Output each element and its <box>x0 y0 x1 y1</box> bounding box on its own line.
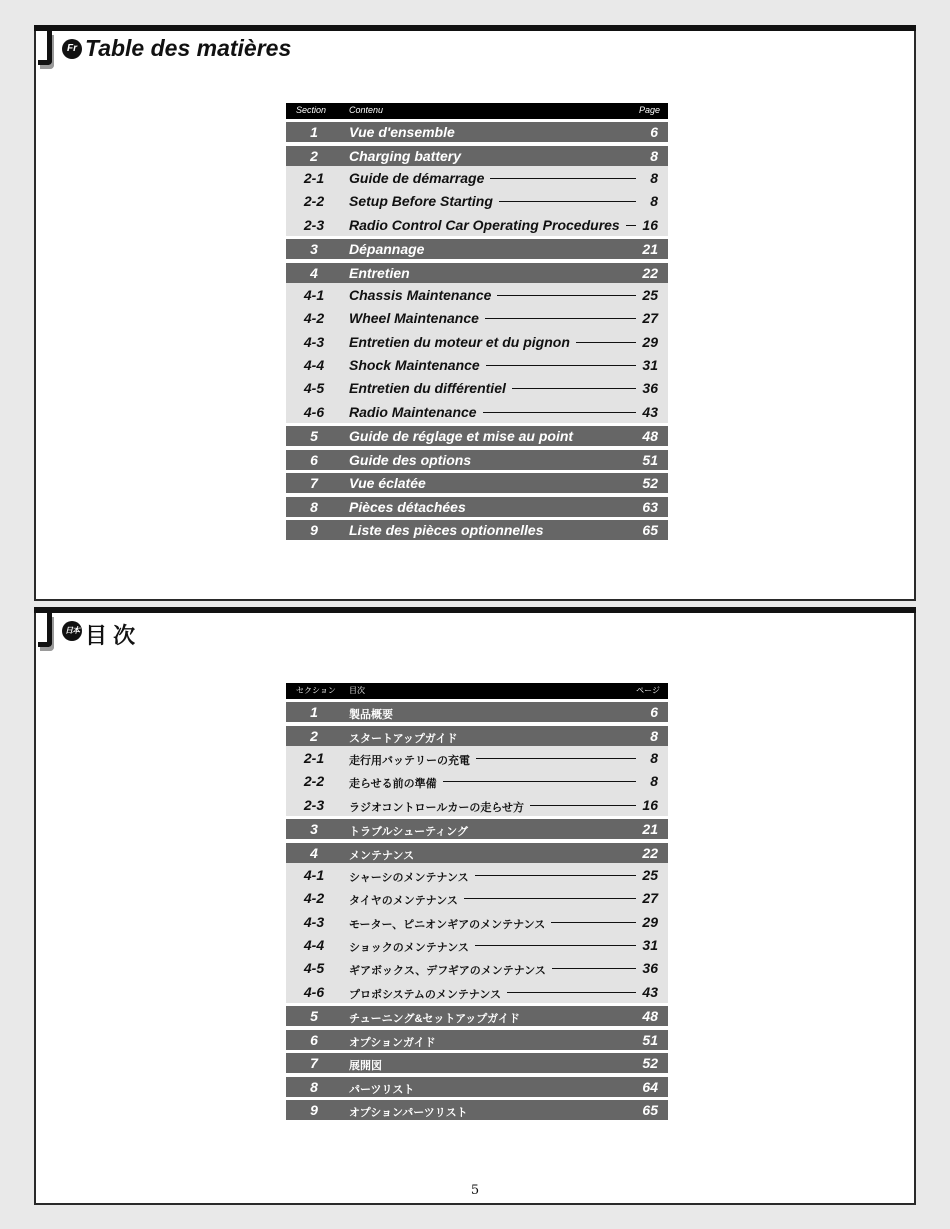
toc-page-number: 65 <box>642 522 658 539</box>
toc-row[interactable] <box>286 819 668 839</box>
toc-leader-line <box>551 922 636 923</box>
toc-row[interactable] <box>286 122 668 142</box>
toc-leader-line <box>626 225 636 226</box>
toc-page-number: 36 <box>642 380 658 397</box>
toc-section-number: 7 <box>310 475 318 492</box>
toc-entry-title: Dépannage <box>349 241 425 258</box>
toc-section-number: 4-6 <box>303 403 325 420</box>
page-title-jp: 目 次 <box>85 623 136 648</box>
toc-entry-title: Radio Control Car Operating Procedures <box>349 216 620 233</box>
toc-entry-title: Guide des options <box>349 451 472 468</box>
toc-section-number: 6 <box>310 451 318 468</box>
toc-entry-title: Setup Before Starting <box>349 193 493 210</box>
toc-entry-title: Guide de réglage et mise au point <box>349 428 574 445</box>
toc-entry-title: Entretien du moteur et du pignon <box>349 333 570 350</box>
toc-row[interactable] <box>286 306 668 329</box>
toc-section-number: 4-4 <box>303 936 325 953</box>
toc-page-number: 31 <box>642 936 658 953</box>
header-section: Section <box>296 105 327 115</box>
header-content: 目次 <box>349 686 365 695</box>
toc-page-number: 31 <box>642 356 658 373</box>
toc-header-row <box>286 683 668 699</box>
toc-section-number: 3 <box>310 241 318 258</box>
toc-page-number: 27 <box>642 890 658 907</box>
toc-entry-title: モーター、ピニオンギアのメンテナンス <box>349 918 546 931</box>
panel-top-bar <box>34 607 916 613</box>
panel-top-bar <box>34 25 916 31</box>
toc-section-number: 2-2 <box>303 193 325 210</box>
toc-leader-line <box>530 805 636 806</box>
toc-section-number: 4-2 <box>303 890 325 907</box>
toc-section-number: 5 <box>310 1008 318 1025</box>
toc-table-fr <box>286 103 668 540</box>
toc-entry-title: チューニング&セットアップガイド <box>349 1013 520 1026</box>
toc-entry-title: ラジオコントロールカーの走らせ方 <box>349 801 525 814</box>
toc-leader-line <box>576 342 636 343</box>
toc-entry-title: Vue éclatée <box>349 475 426 492</box>
toc-page-number: 43 <box>642 983 658 1000</box>
toc-entry-title: 製品概要 <box>349 709 393 722</box>
toc-page-number: 8 <box>650 169 658 186</box>
toc-section-number: 2-2 <box>303 773 325 790</box>
toc-row[interactable] <box>286 956 668 979</box>
toc-entry-title: Guide de démarrage <box>349 169 485 186</box>
language-badge-fr-icon: Fr <box>62 39 82 59</box>
toc-entry-title: Entretien du différentiel <box>349 380 506 397</box>
toc-entry-title: トラブルシューティング <box>349 826 468 839</box>
toc-page-number: 63 <box>642 498 658 515</box>
toc-entry-title: Entretien <box>349 264 410 281</box>
toc-row[interactable] <box>286 146 668 166</box>
toc-page-number: 48 <box>642 428 658 445</box>
toc-section-number: 4 <box>310 844 318 861</box>
toc-page-number: 64 <box>642 1078 658 1095</box>
toc-page-number: 8 <box>650 727 658 744</box>
toc-row[interactable] <box>286 189 668 212</box>
toc-entry-title: パーツリスト <box>349 1083 415 1096</box>
toc-page-number: 27 <box>642 310 658 327</box>
toc-leader-line <box>483 412 636 413</box>
toc-entry-title: Vue d'ensemble <box>349 124 455 141</box>
toc-row[interactable] <box>286 702 668 722</box>
toc-section-number: 4-6 <box>303 983 325 1000</box>
toc-entry-title: メンテナンス <box>349 849 415 862</box>
toc-section-number: 8 <box>310 1078 318 1095</box>
header-page: Page <box>638 105 660 115</box>
toc-leader-line <box>475 875 636 876</box>
toc-entry-title: Chassis Maintenance <box>349 286 492 303</box>
toc-entry-title: Wheel Maintenance <box>349 310 479 327</box>
toc-row[interactable] <box>286 726 668 746</box>
toc-section-number: 9 <box>310 1102 318 1119</box>
toc-page-number: 16 <box>642 216 658 233</box>
toc-row[interactable] <box>286 746 668 769</box>
header-content: Contenu <box>349 105 384 115</box>
toc-leader-line <box>476 758 636 759</box>
toc-entry-title: タイヤのメンテナンス <box>349 895 458 908</box>
toc-row[interactable] <box>286 843 668 863</box>
toc-leader-line <box>507 992 636 993</box>
toc-section-number: 3 <box>310 821 318 838</box>
toc-section-number: 2-1 <box>303 749 325 766</box>
toc-entry-title: Pièces détachées <box>349 498 466 515</box>
toc-entry-title: 走らせる前の準備 <box>349 778 437 791</box>
toc-page-number: 8 <box>650 749 658 766</box>
toc-row[interactable] <box>286 1053 668 1073</box>
toc-section-number: 2-1 <box>303 169 325 186</box>
toc-section-number: 7 <box>310 1055 318 1072</box>
toc-entry-title: ショックのメンテナンス <box>349 941 469 954</box>
toc-section-number: 4-3 <box>303 333 325 350</box>
toc-section-number: 4-1 <box>303 286 325 303</box>
toc-entry-title: 展開図 <box>349 1060 382 1073</box>
toc-row[interactable] <box>286 426 668 446</box>
toc-row[interactable] <box>286 769 668 792</box>
toc-row[interactable] <box>286 886 668 909</box>
toc-section-number: 9 <box>310 522 318 539</box>
toc-entry-title: オプションガイド <box>349 1036 436 1049</box>
toc-row[interactable] <box>286 980 668 1003</box>
toc-panel-french <box>34 25 916 601</box>
toc-row[interactable] <box>286 520 668 540</box>
toc-section-number: 4 <box>310 264 318 281</box>
toc-section-number: 4-1 <box>303 866 325 883</box>
toc-leader-line <box>512 388 636 389</box>
toc-row[interactable] <box>286 933 668 956</box>
toc-row[interactable] <box>286 473 668 493</box>
toc-entry-title: スタートアップガイド <box>349 732 458 745</box>
toc-row[interactable] <box>286 1030 668 1050</box>
toc-page-number: 8 <box>650 773 658 790</box>
toc-leader-line <box>499 201 636 202</box>
toc-page-number: 6 <box>650 124 658 141</box>
toc-page-number: 29 <box>642 913 658 930</box>
toc-entry-title: プロポシステムのメンテナンス <box>349 988 502 1001</box>
toc-row[interactable] <box>286 239 668 259</box>
toc-section-number: 8 <box>310 498 318 515</box>
toc-row[interactable] <box>286 213 668 236</box>
toc-page-number: 52 <box>642 1055 658 1072</box>
header-section: セクション <box>296 686 336 695</box>
toc-page-number: 6 <box>650 704 658 721</box>
toc-section-number: 2 <box>310 727 318 744</box>
toc-rows-fr <box>286 122 668 540</box>
toc-section-number: 4-4 <box>303 356 325 373</box>
toc-row[interactable] <box>286 910 668 933</box>
toc-section-number: 1 <box>310 124 318 141</box>
toc-leader-line <box>486 365 636 366</box>
language-badge-jp-icon: 日本語 <box>62 621 82 641</box>
toc-page-number: 22 <box>642 264 658 281</box>
toc-section-number: 4-5 <box>303 380 325 397</box>
toc-row[interactable] <box>286 1077 668 1097</box>
toc-row[interactable] <box>286 1100 668 1120</box>
toc-row[interactable] <box>286 400 668 423</box>
toc-section-number: 5 <box>310 428 318 445</box>
toc-page-number: 51 <box>642 451 658 468</box>
toc-row[interactable] <box>286 497 668 517</box>
toc-leader-line <box>464 898 636 899</box>
toc-section-number: 1 <box>310 704 318 721</box>
toc-page-number: 8 <box>650 147 658 164</box>
toc-section-number: 4-2 <box>303 310 325 327</box>
corner-bracket <box>38 31 52 65</box>
toc-row[interactable] <box>286 1006 668 1026</box>
toc-leader-line <box>497 295 636 296</box>
toc-page-number: 65 <box>642 1102 658 1119</box>
toc-page-number: 29 <box>642 333 658 350</box>
toc-row[interactable] <box>286 263 668 283</box>
toc-section-number: 4-5 <box>303 960 325 977</box>
toc-entry-title: Shock Maintenance <box>349 356 480 373</box>
toc-section-number: 4-3 <box>303 913 325 930</box>
toc-entry-title: Charging battery <box>349 147 462 164</box>
toc-page-number: 51 <box>642 1031 658 1048</box>
toc-leader-line <box>490 178 636 179</box>
corner-bracket <box>38 613 52 647</box>
toc-section-number: 2-3 <box>303 796 325 813</box>
toc-entry-title: 走行用バッテリーの充電 <box>349 754 470 767</box>
toc-entry-title: オプションパーツリスト <box>349 1107 468 1120</box>
toc-entry-title: ギアボックス、デフギアのメンテナンス <box>349 965 546 978</box>
toc-entry-title: Radio Maintenance <box>349 403 477 420</box>
toc-page-number: 16 <box>642 796 658 813</box>
toc-page-number: 48 <box>642 1008 658 1025</box>
toc-row[interactable] <box>286 353 668 376</box>
toc-row[interactable] <box>286 793 668 816</box>
toc-row[interactable] <box>286 283 668 306</box>
toc-entry-title: シャーシのメンテナンス <box>349 871 469 884</box>
toc-page-number: 22 <box>642 844 658 861</box>
toc-page-number: 25 <box>642 866 658 883</box>
toc-page-number: 43 <box>642 403 658 420</box>
toc-row[interactable] <box>286 166 668 189</box>
toc-page-number: 21 <box>642 821 658 838</box>
toc-row[interactable] <box>286 330 668 353</box>
toc-header-row <box>286 103 668 119</box>
toc-page-number: 25 <box>642 286 658 303</box>
toc-entry-title: Liste des pièces optionnelles <box>349 522 544 539</box>
toc-page-number: 8 <box>650 193 658 210</box>
toc-page-number: 21 <box>642 241 658 258</box>
page-title-fr: Table des matières <box>85 35 292 61</box>
toc-leader-line <box>485 318 636 319</box>
toc-leader-line <box>443 781 636 782</box>
toc-table-jp <box>286 683 668 1120</box>
toc-row[interactable] <box>286 450 668 470</box>
toc-leader-line <box>475 945 636 946</box>
toc-section-number: 2 <box>310 147 318 164</box>
toc-row[interactable] <box>286 376 668 399</box>
toc-section-number: 6 <box>310 1031 318 1048</box>
toc-page-number: 52 <box>642 475 658 492</box>
toc-leader-line <box>552 968 636 969</box>
header-page: ページ <box>636 686 660 695</box>
toc-panel-japanese <box>34 607 916 1205</box>
toc-row[interactable] <box>286 863 668 886</box>
toc-page-number: 36 <box>642 960 658 977</box>
toc-section-number: 2-3 <box>303 216 325 233</box>
toc-rows-jp <box>286 702 668 1120</box>
page-number: 5 <box>470 1183 480 1198</box>
